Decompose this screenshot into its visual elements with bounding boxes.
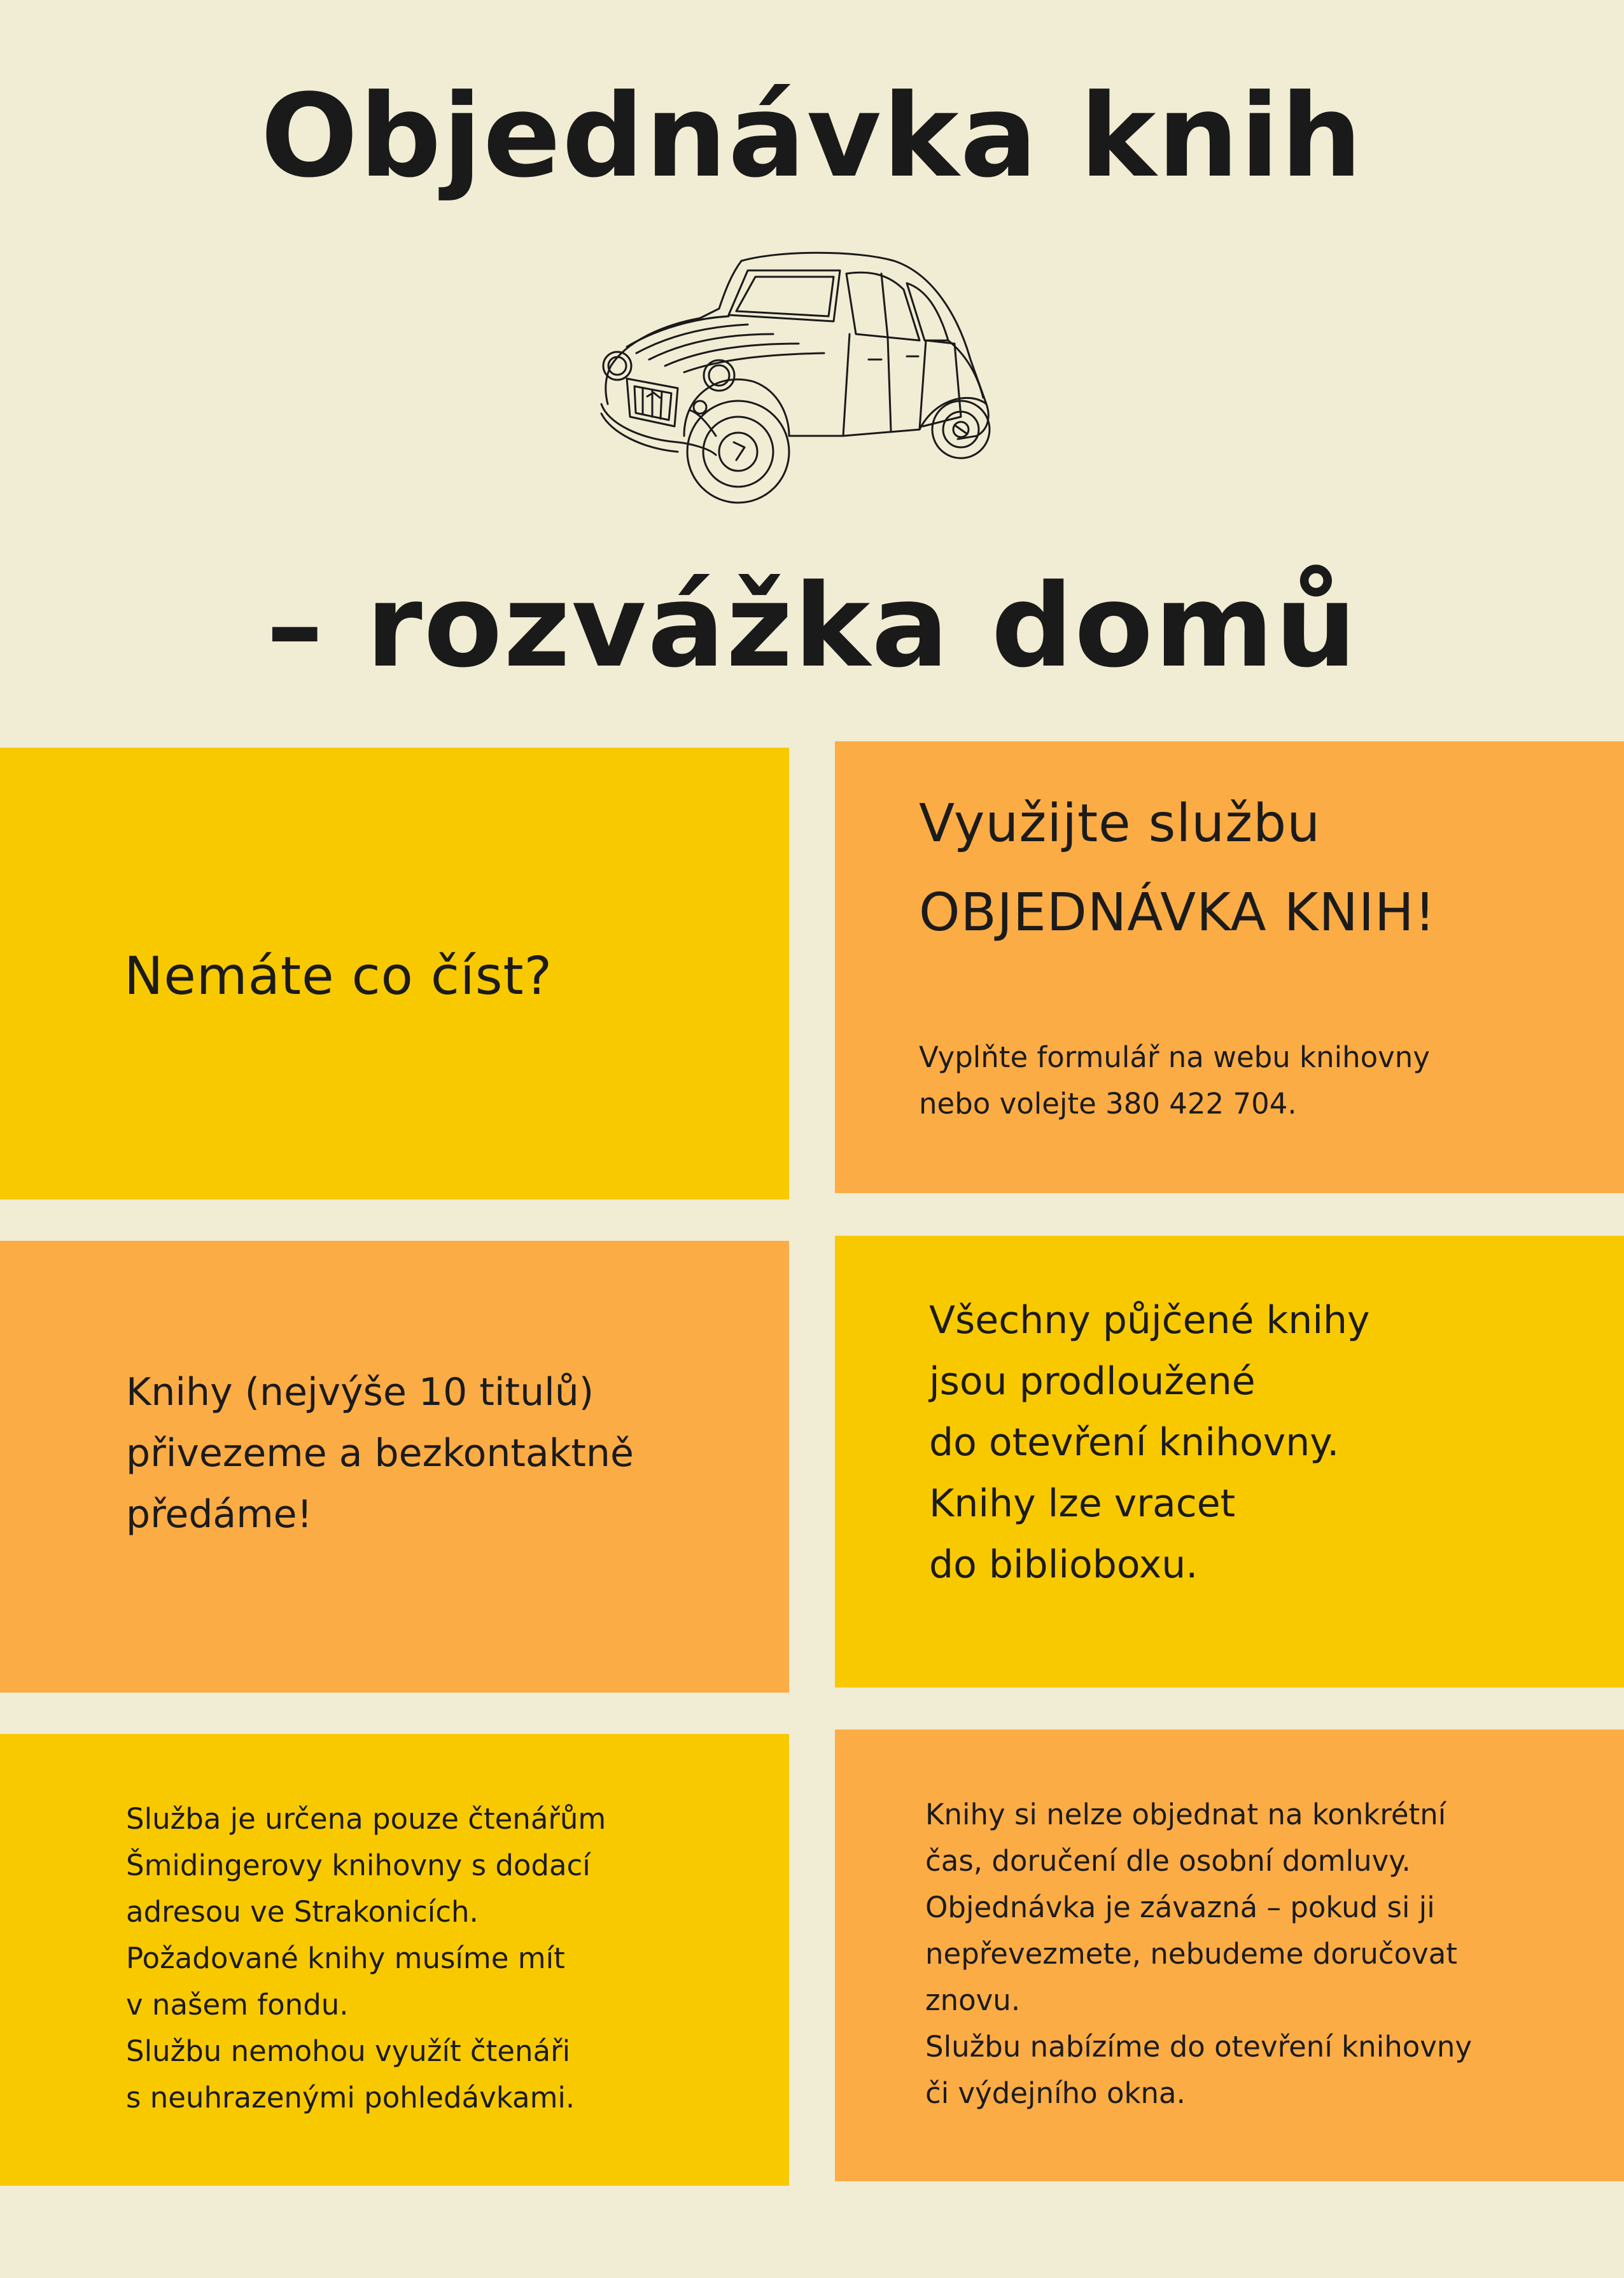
conditions-line: Služba je určena pouze čtenářům (126, 1802, 606, 1836)
vintage-car-icon (589, 245, 1034, 528)
delivery-line: Knihy (nejvýše 10 titulů) (126, 1370, 594, 1415)
conditions-line: adresou ve Strakonicích. (126, 1895, 479, 1929)
notes-line: či výdejního okna. (925, 2076, 1186, 2110)
delivery-line: přivezeme a bezkontaktně (126, 1431, 634, 1476)
conditions-line: Službu nemohou využít čtenáři (126, 2034, 571, 2068)
notes-line: nepřevezmete, nebudeme doručovat (925, 1937, 1457, 1971)
notes-line: znovu. (925, 1983, 1021, 2017)
conditions-line: v našem fondu. (126, 1988, 349, 2022)
contact-line2: nebo volejte 380 422 704. (919, 1087, 1297, 1121)
notes-line: čas, doručení dle osobní domluvy. (925, 1844, 1411, 1878)
conditions-line: s neuhrazenými pohledávkami. (126, 2081, 575, 2114)
contact-line1: Vyplňte formulář na webu knihovny (919, 1040, 1430, 1074)
delivery-panel (0, 1241, 789, 1693)
loans-line: jsou prodloužené (929, 1359, 1256, 1404)
notes-line: Službu nabízíme do otevření knihovny (925, 2030, 1473, 2064)
conditions-panel (0, 1734, 789, 2186)
service-heading-line1: Využijte službu (919, 793, 1321, 854)
notes-line: Objednávka je závazná – pokud si ji (925, 1890, 1435, 1924)
conditions-line: Šmidingerovy knihovny s dodací (126, 1848, 591, 1882)
notes-panel (835, 1729, 1624, 2181)
service-panel (835, 741, 1624, 1193)
loans-line: do biblioboxu. (929, 1542, 1198, 1587)
notes-line: Knihy si nelze objednat na konkrétní (925, 1798, 1446, 1831)
poster-subtitle: – rozvážka domů (266, 560, 1358, 693)
question-panel (0, 748, 789, 1199)
poster-title: Objednávka knih (260, 70, 1364, 203)
conditions-line: Požadované knihy musíme mít (126, 1941, 565, 1975)
loans-line: Knihy lze vracet (929, 1481, 1236, 1526)
loans-line: do otevření knihovny. (929, 1420, 1340, 1465)
question-text: Nemáte co číst? (124, 946, 553, 1007)
loans-panel (835, 1236, 1624, 1688)
loans-line: Všechny půjčené knihy (929, 1298, 1370, 1343)
delivery-line: předáme! (126, 1492, 312, 1537)
service-heading-line2: OBJEDNÁVKA KNIH! (919, 883, 1436, 943)
